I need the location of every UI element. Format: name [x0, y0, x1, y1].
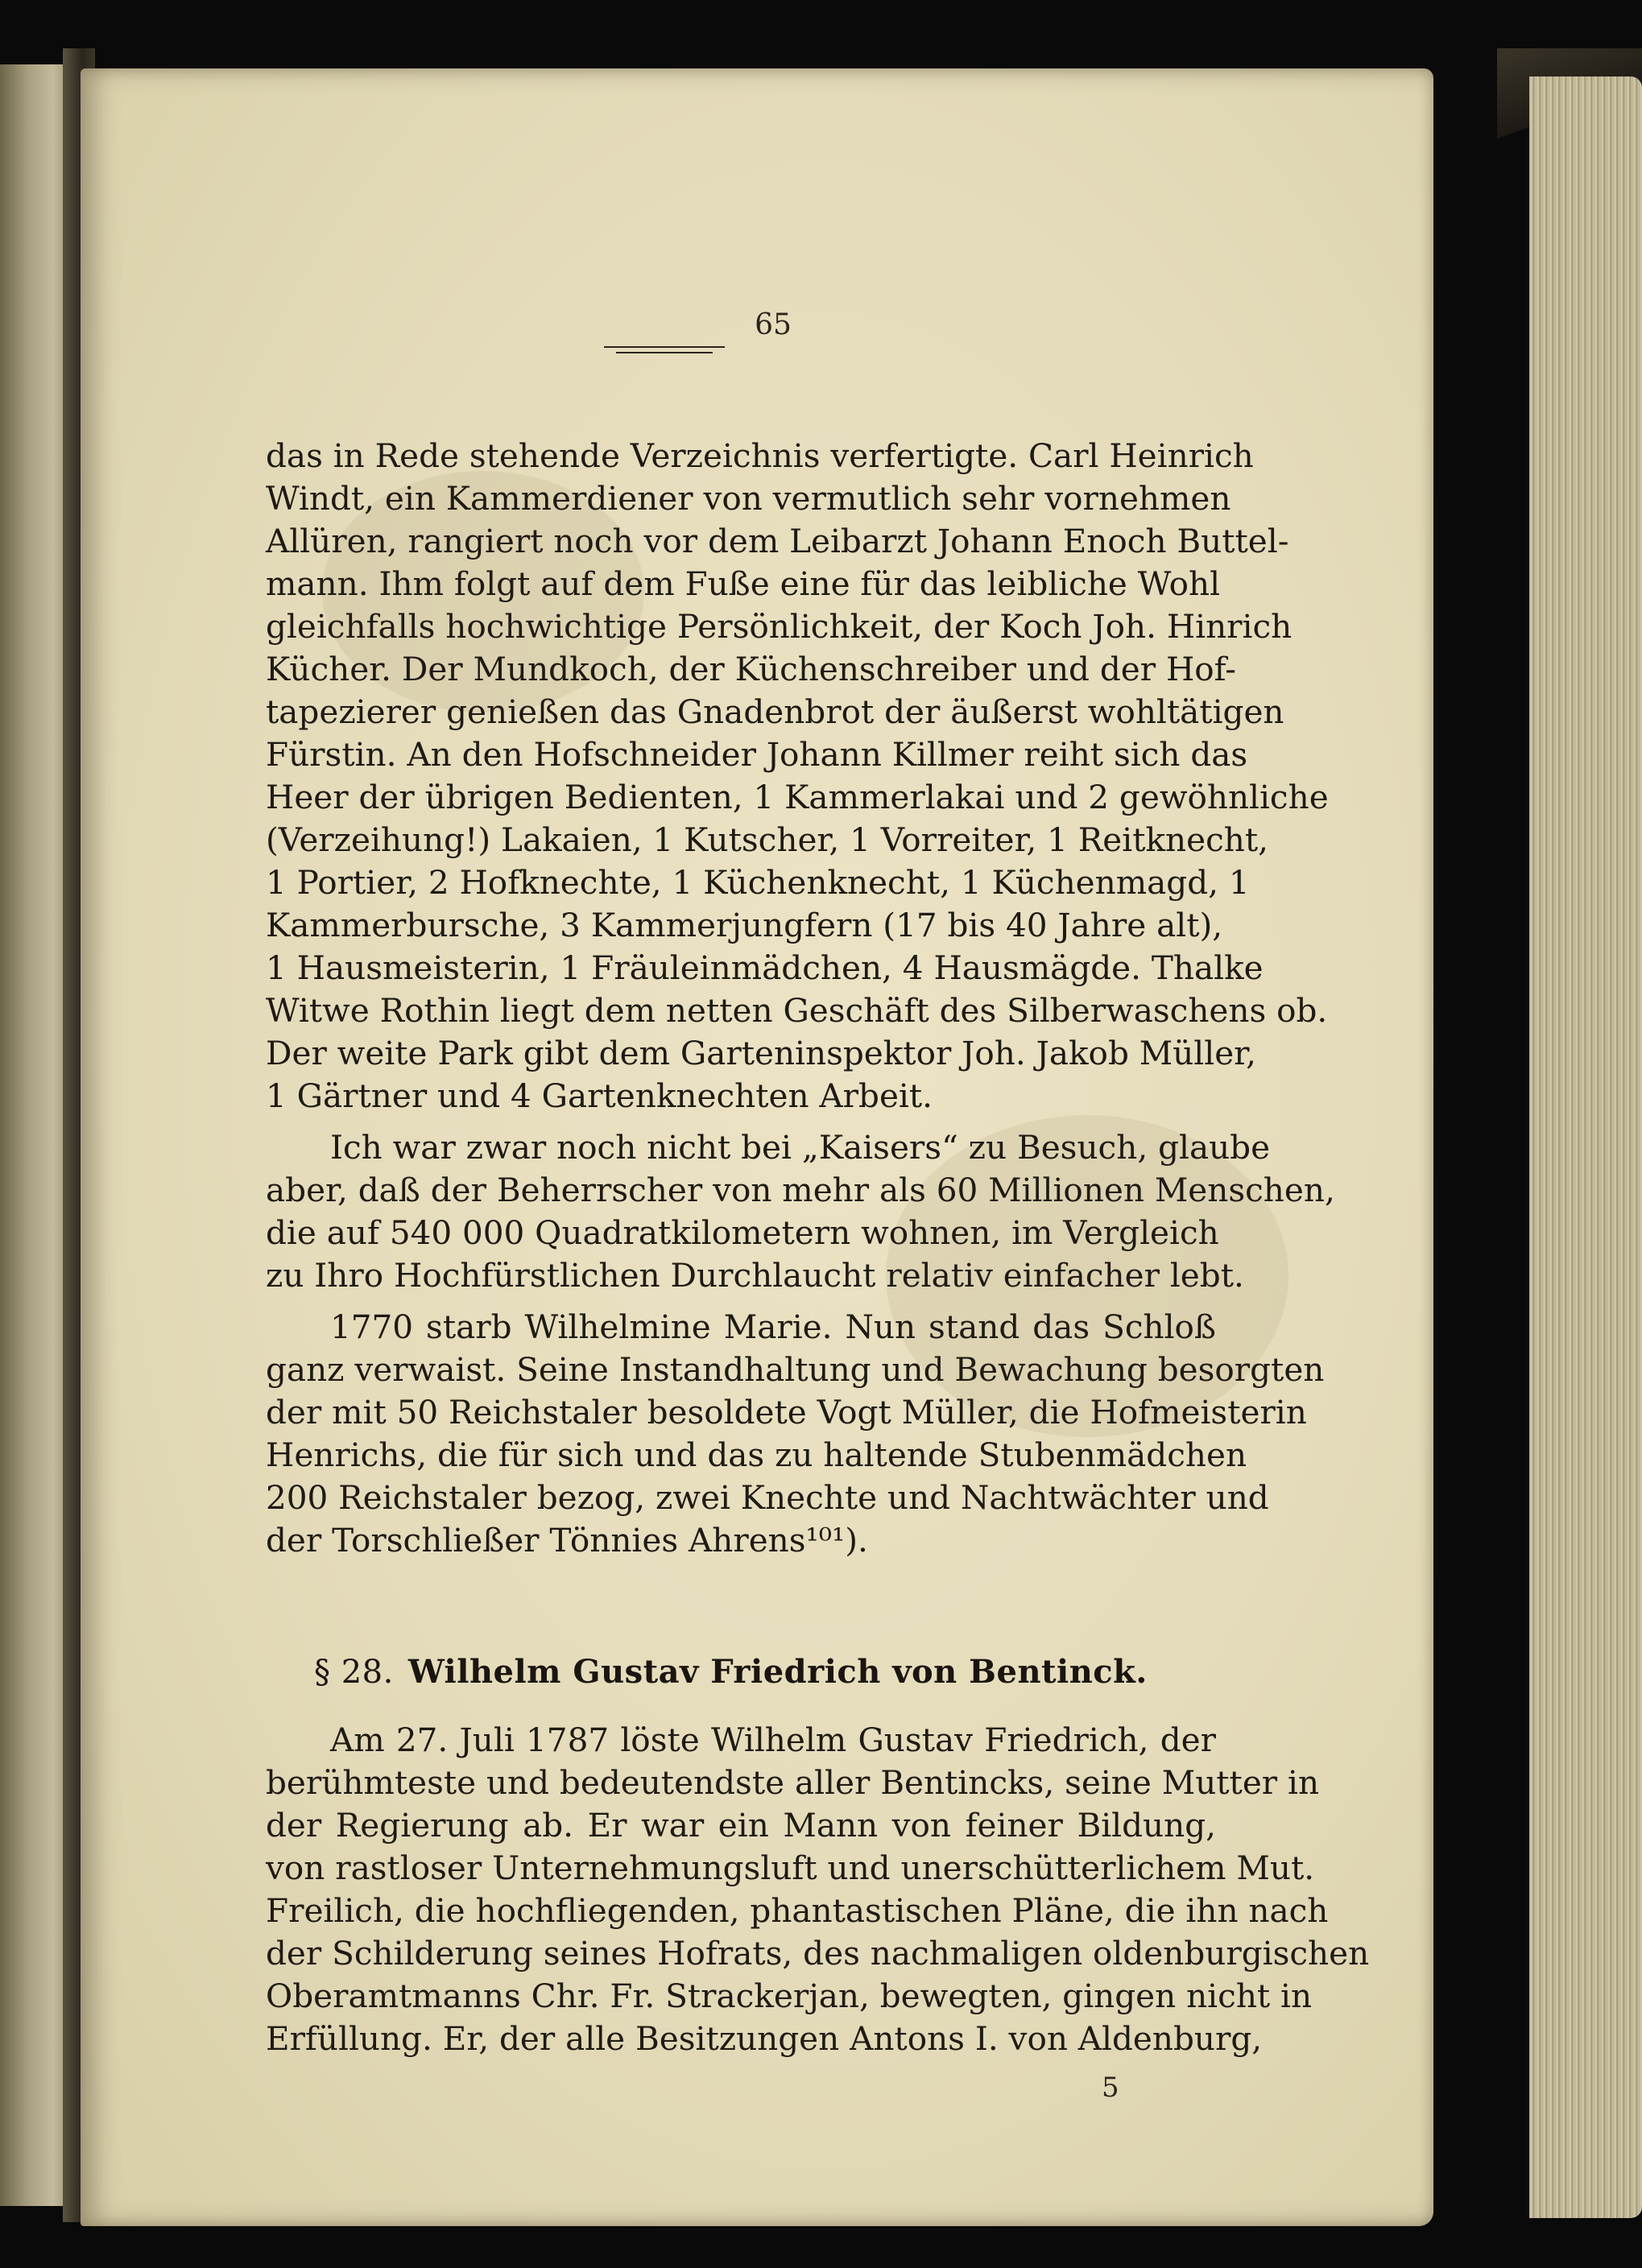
text-line: ganz verwaist. Seine Instandhaltung und Bewachung besorgten: [266, 1350, 1325, 1389]
section-number: § 28.: [314, 1654, 394, 1691]
paragraph-1: [266, 435, 1329, 1117]
text-line: 1 Portier, 2 Hofknechte, 1 Küchenknecht, 1 Küchenmagd, 1: [266, 863, 1250, 902]
text-line: Freilich, die hochfliegenden, phantastischen Pläne, die ihn nach: [266, 1891, 1329, 1930]
paragraph-2: [266, 1126, 1335, 1297]
text-line: von rastloser Unternehmungsluft und unerschütterlichem Mut.: [266, 1849, 1315, 1887]
text-line: der Torschließer Tönnies Ahrens¹⁰¹).: [266, 1521, 868, 1560]
text-line: der Regierung ab. Er war ein Mann von feiner Bildung,: [266, 1806, 1216, 1845]
text-line: Ich war zwar noch nicht bei „Kaisers“ zu Besuch, glaube: [330, 1128, 1271, 1167]
text-line: Erfüllung. Er, der alle Besitzungen Antons I. von Aldenburg,: [266, 2019, 1263, 2058]
text-line: mann. Ihm folgt auf dem Fuße eine für das leibliche Wohl: [266, 564, 1221, 603]
header-rule: [604, 346, 725, 348]
page-number: 65: [755, 308, 792, 341]
header-rule-second: [616, 352, 713, 353]
text-line: zu Ihro Hochfürstlichen Durchlaucht relativ einfacher lebt.: [266, 1256, 1244, 1295]
text-line: 1 Gärtner und 4 Gartenknechten Arbeit.: [266, 1076, 933, 1115]
text-line: (Verzeihung!) Lakaien, 1 Kutscher, 1 Vorreiter, 1 Reitknecht,: [266, 820, 1268, 859]
text-line: das in Rede stehende Verzeichnis verfertigte. Carl Heinrich: [266, 436, 1254, 475]
text-line: berühmteste und bedeutendste aller Bentincks, seine Mutter in: [266, 1763, 1320, 1802]
text-line: Allüren, rangiert noch vor dem Leibarzt Johann Enoch Buttel-: [266, 522, 1289, 560]
text-line: gleichfalls hochwichtige Persönlichkeit, der Koch Joh. Hinrich: [266, 607, 1293, 646]
text-line: Am 27. Juli 1787 löste Wilhelm Gustav Friedrich, der: [330, 1721, 1216, 1759]
text-line: der Schilderung seines Hofrats, des nachmaligen oldenburgischen: [266, 1934, 1370, 1973]
left-page-edge: [0, 64, 71, 2206]
text-line: 1 Hausmeisterin, 1 Fräuleinmädchen, 4 Hausmägde. Thalke: [266, 948, 1264, 987]
page-stack-edge: [1529, 76, 1642, 2218]
text-line: Der weite Park gibt dem Garteninspektor Joh. Jakob Müller,: [266, 1034, 1256, 1072]
text-line: 1770 starb Wilhelmine Marie. Nun stand das Schloß: [330, 1308, 1216, 1346]
text-line: die auf 540 000 Quadratkilometern wohnen, im Vergleich: [266, 1213, 1219, 1252]
text-line: Kücher. Der Mundkoch, der Küchenschreiber und der Hof-: [266, 650, 1236, 688]
paragraph-3: [266, 1306, 1325, 1562]
text-line: 200 Reichstaler bezog, zwei Knechte und Nachtwächter und: [266, 1478, 1269, 1517]
body-text-lower: [266, 1719, 1370, 2060]
text-line: der mit 50 Reichstaler besoldete Vogt Müller, die Hofmeisterin: [266, 1393, 1307, 1431]
text-line: Windt, ein Kammerdiener von vermutlich sehr vornehmen: [266, 479, 1231, 518]
signature-mark: 5: [1102, 2072, 1119, 2104]
section-heading: [314, 1653, 1148, 1691]
text-line: Witwe Rothin liegt dem netten Geschäft des Silberwaschens ob.: [266, 991, 1328, 1030]
text-line: Henrichs, die für sich und das zu haltende Stubenmädchen: [266, 1436, 1247, 1474]
text-line: Oberamtmanns Chr. Fr. Strackerjan, bewegten, gingen nicht in: [266, 1977, 1313, 2015]
section-title: Wilhelm Gustav Friedrich von Bentinck.: [407, 1653, 1148, 1691]
body-text-upper: [266, 435, 1335, 1562]
book-page: [81, 68, 1433, 2226]
text-line: tapezierer genießen das Gnadenbrot der äußerst wohltätigen: [266, 692, 1284, 731]
text-line: aber, daß der Beherrscher von mehr als 60 Millionen Menschen,: [266, 1171, 1335, 1209]
paragraph-4: [266, 1719, 1370, 2060]
text-line: Kammerbursche, 3 Kammerjungfern (17 bis 40 Jahre alt),: [266, 906, 1223, 944]
text-line: Heer der übrigen Bedienten, 1 Kammerlakai und 2 gewöhnliche: [266, 778, 1329, 816]
text-line: Fürstin. An den Hofschneider Johann Killmer reiht sich das: [266, 735, 1248, 774]
